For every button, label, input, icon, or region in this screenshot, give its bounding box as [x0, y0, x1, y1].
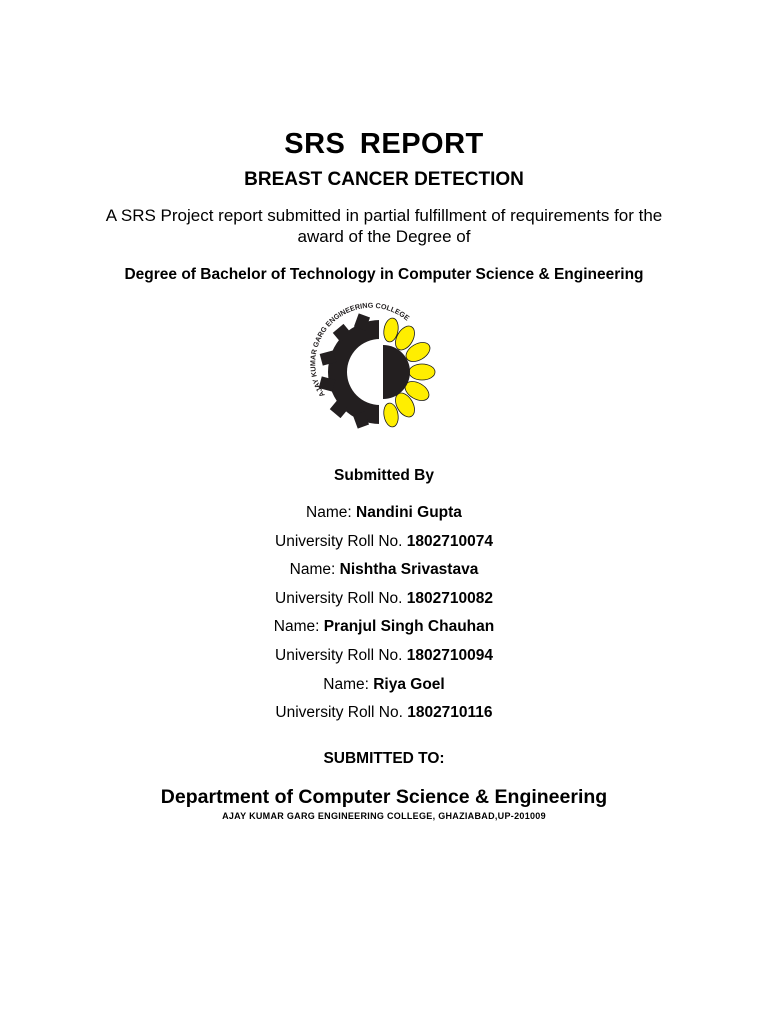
description-line-1: A SRS Project report submitted in partial fulfillment of requirements for the — [105, 206, 663, 225]
roll-number: 1802710116 — [407, 704, 493, 722]
student-name-row — [0, 618, 768, 636]
student-name-row — [0, 504, 768, 522]
roll-number-label: University Roll No. — [275, 647, 407, 664]
project-title: BREAST CANCER DETECTION — [244, 169, 524, 190]
student-name: Pranjul Singh Chauhan — [323, 618, 495, 636]
student-name-row — [0, 676, 768, 694]
submitted-to-heading: SUBMITTED TO: — [323, 750, 445, 767]
roll-number: 1802710094 — [406, 647, 493, 664]
roll-number: 1802710074 — [406, 532, 493, 550]
student-name-label: Name: — [273, 618, 324, 636]
degree-name: Degree of Bachelor of Technology in Computer Science & Engineering — [124, 266, 644, 283]
student-roll-row — [0, 590, 768, 608]
student-name-label: Name: — [323, 675, 374, 693]
report-title: SRS REPORT — [284, 128, 484, 160]
student-roll-row — [0, 704, 768, 722]
roll-number-label: University Roll No. — [275, 589, 407, 607]
roll-number-label: University Roll No. — [275, 532, 407, 550]
student-roll-row — [0, 533, 768, 551]
college-logo — [305, 300, 445, 440]
college-address: AJAY KUMAR GARG ENGINEERING COLLEGE, GHAZIABAD,UP-201009 — [222, 811, 546, 821]
student-name-row — [0, 561, 768, 579]
student-name: Nandini Gupta — [356, 504, 462, 521]
student-name: Riya Goel — [373, 675, 445, 693]
student-name-label: Name: — [289, 561, 340, 579]
roll-number: 1802710082 — [406, 589, 493, 607]
student-name-label: Name: — [306, 504, 357, 521]
roll-number-label: University Roll No. — [275, 704, 408, 722]
logo-ring-text: AJAY KUMAR GARG ENGINEERING COLLEGE — [308, 300, 412, 399]
student-roll-row — [0, 647, 768, 665]
student-name: Nishtha Srivastava — [339, 561, 479, 579]
department-name: Department of Computer Science & Engineering — [160, 786, 608, 808]
college-logo-emblem — [305, 300, 445, 440]
description-line-2: award of the Degree of — [297, 227, 471, 246]
submitted-by-heading: Submitted By — [334, 467, 434, 484]
report-description — [0, 205, 768, 247]
